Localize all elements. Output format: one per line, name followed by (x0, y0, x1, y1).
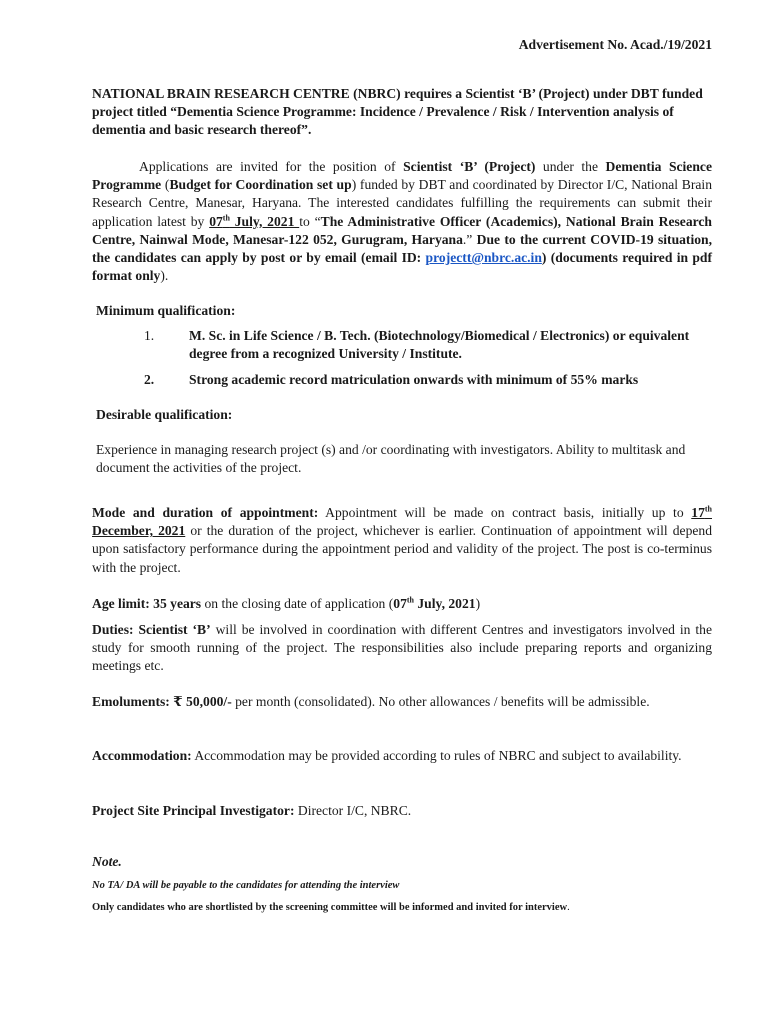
email-link[interactable]: projectt@nbrc.ac.in (425, 250, 542, 266)
note-line-2: Only candidates who are shortlisted by the screening committee will be informed and invited for interview. (92, 902, 570, 914)
minimum-qualification-title: Minimum qualification: (96, 303, 236, 318)
advertisement-number: Advertisement No. Acad./19/2021 (518, 37, 712, 52)
note-line-1: No TA/ DA will be payable to the candidates for attending the interview (92, 880, 400, 892)
note-title: Note. (92, 854, 122, 869)
list-item: 2. Strong academic record matriculation onwards with minimum of 55% marks (144, 371, 639, 387)
mode-paragraph: Mode and duration of appointment: Appointment will be made on contract basis, initially up to 17th December, 2021 or the duration of the project, whichever is earlier. Continuation of appointment will depend upon satisfactory performance during the appointment period and validity of the project. The post is co-terminus with the project. (92, 504, 712, 575)
note-section (92, 853, 712, 918)
age-paragraph: Age limit: 35 years on the closing date of application (07th July, 2021) (92, 595, 481, 611)
desirable-qualification-title: Desirable qualification: (96, 407, 233, 422)
pi-paragraph: Project Site Principal Investigator: Director I/C, NBRC. (92, 803, 412, 818)
minimum-qualification-section (96, 302, 716, 389)
emoluments-paragraph: Emoluments: ₹ 50,000/- per month (consolidated). No other allowances / benefits will be admissible. (92, 694, 650, 709)
desirable-qualification-text: Experience in managing research project (s) and /or coordinating with investigators. Ability to multitask and document the activities of the project. (96, 442, 686, 476)
intro-paragraph: Applications are invited for the position of Scientist ‘B’ (Project) under the Dementia Science Programme (Budget for Coordination set up) funded by DBT and coordinated by Director I/C, National Brain Research Centre, Manesar, Haryana. The interested candidates fulfilling the requirements can submit their application latest by 07th July, 2021 to “The Administrative Officer (Academics), National Brain Research Centre, Nainwal Mode, Manesar-122 052, Gurugram, Haryana.” Due to the current COVID-19 situation, the candidates can apply by post or by email (email ID: projectt@nbrc.ac.in) (documents required in pdf format only). (92, 159, 713, 284)
heading: NATIONAL BRAIN RESEARCH CENTRE (NBRC) requires a Scientist ‘B’ (Project) under DBT funded project titled “Dementia Science Programme: Incidence / Prevalence / Risk / Intervention analysis of dementia and basic research thereof”. (92, 86, 703, 138)
duties-paragraph: Duties: Scientist ‘B’ will be involved in coordination with different Centres and investigators involved in the study for smooth running of the project. The responsibilities also include preparing reports and organizing meetings etc. (92, 622, 712, 674)
accommodation-paragraph: Accommodation: Accommodation may be provided according to rules of NBRC and subject to availability. (92, 748, 682, 763)
closing-date: 07th July, 2021 (209, 213, 300, 229)
list-item: 1. M. Sc. in Life Science / B. Tech. (Biotechnology/Biomedical / Electronics) or equivalent degree from a recognized University / Institute. (144, 328, 690, 362)
desirable-qualification-section (96, 406, 716, 478)
end-date: 17th December, 2021 (92, 504, 712, 539)
